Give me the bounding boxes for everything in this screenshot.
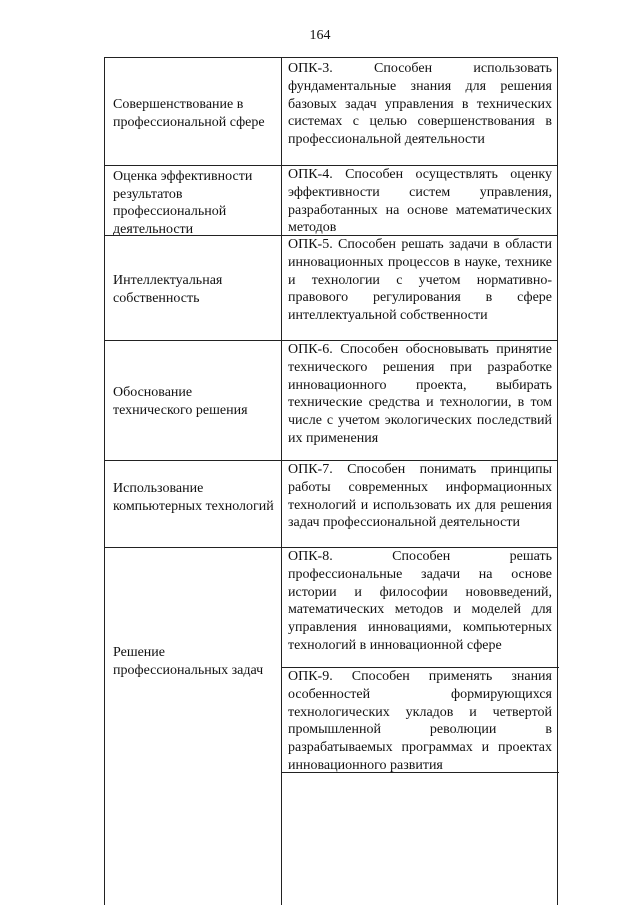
area-cell: Совершенствование в профессиональной сфере xyxy=(113,97,265,130)
competency-cell: ОПК-4. Способен осуществлять оценку эффективности систем управления, разработанных на основе математических методов xyxy=(288,167,552,236)
area-cell: Оценка эффективности результатов профессиональной деятельности xyxy=(113,169,253,237)
competency-cell: ОПК-6. Способен обосновывать принятие технического решения при разработке инновационного проекта, выбирать технические средства и технологии, в том числе с учетом экологических последствий их применения xyxy=(288,342,552,446)
competency-cell: ОПК-8. Способен решать профессиональные задачи на основе истории и философии нововведений, математических методов и моделей для управления инновациями, компьютерных технологий в инновационной сфере xyxy=(288,549,552,653)
competency-cell: ОПК-3. Способен использовать фундаментальные знания для решения базовых задач управления в технических системах с целью совершенствования в профессиональной деятельности xyxy=(288,61,552,148)
area-cell: Использование компьютерных технологий xyxy=(113,481,274,514)
area-cell: Обоснование технического решения xyxy=(113,385,248,418)
page-number: 164 xyxy=(309,28,331,43)
competencies-table xyxy=(104,57,558,905)
competency-cell: ОПК-9. Способен применять знания особенностей формирующихся технологических укладов и четвертой промышленной революции в разрабатываемых программах и проектах инновационного развития xyxy=(288,669,552,773)
column-divider xyxy=(281,58,282,905)
area-cell: Интеллектуальная собственность xyxy=(113,273,223,306)
competency-cell: ОПК-7. Способен понимать принципы работы современных информационных технологий и использовать их для решения задач профессиональной деятельности xyxy=(288,462,552,531)
area-cell: Решение профессиональных задач xyxy=(113,645,264,678)
competency-cell: ОПК-5. Способен решать задачи в области инновационных процессов в науке, технике и технологии с учетом нормативно-правового регулирования в сфере интеллектуальной собственности xyxy=(288,237,552,324)
inner-row-divider xyxy=(281,772,559,773)
